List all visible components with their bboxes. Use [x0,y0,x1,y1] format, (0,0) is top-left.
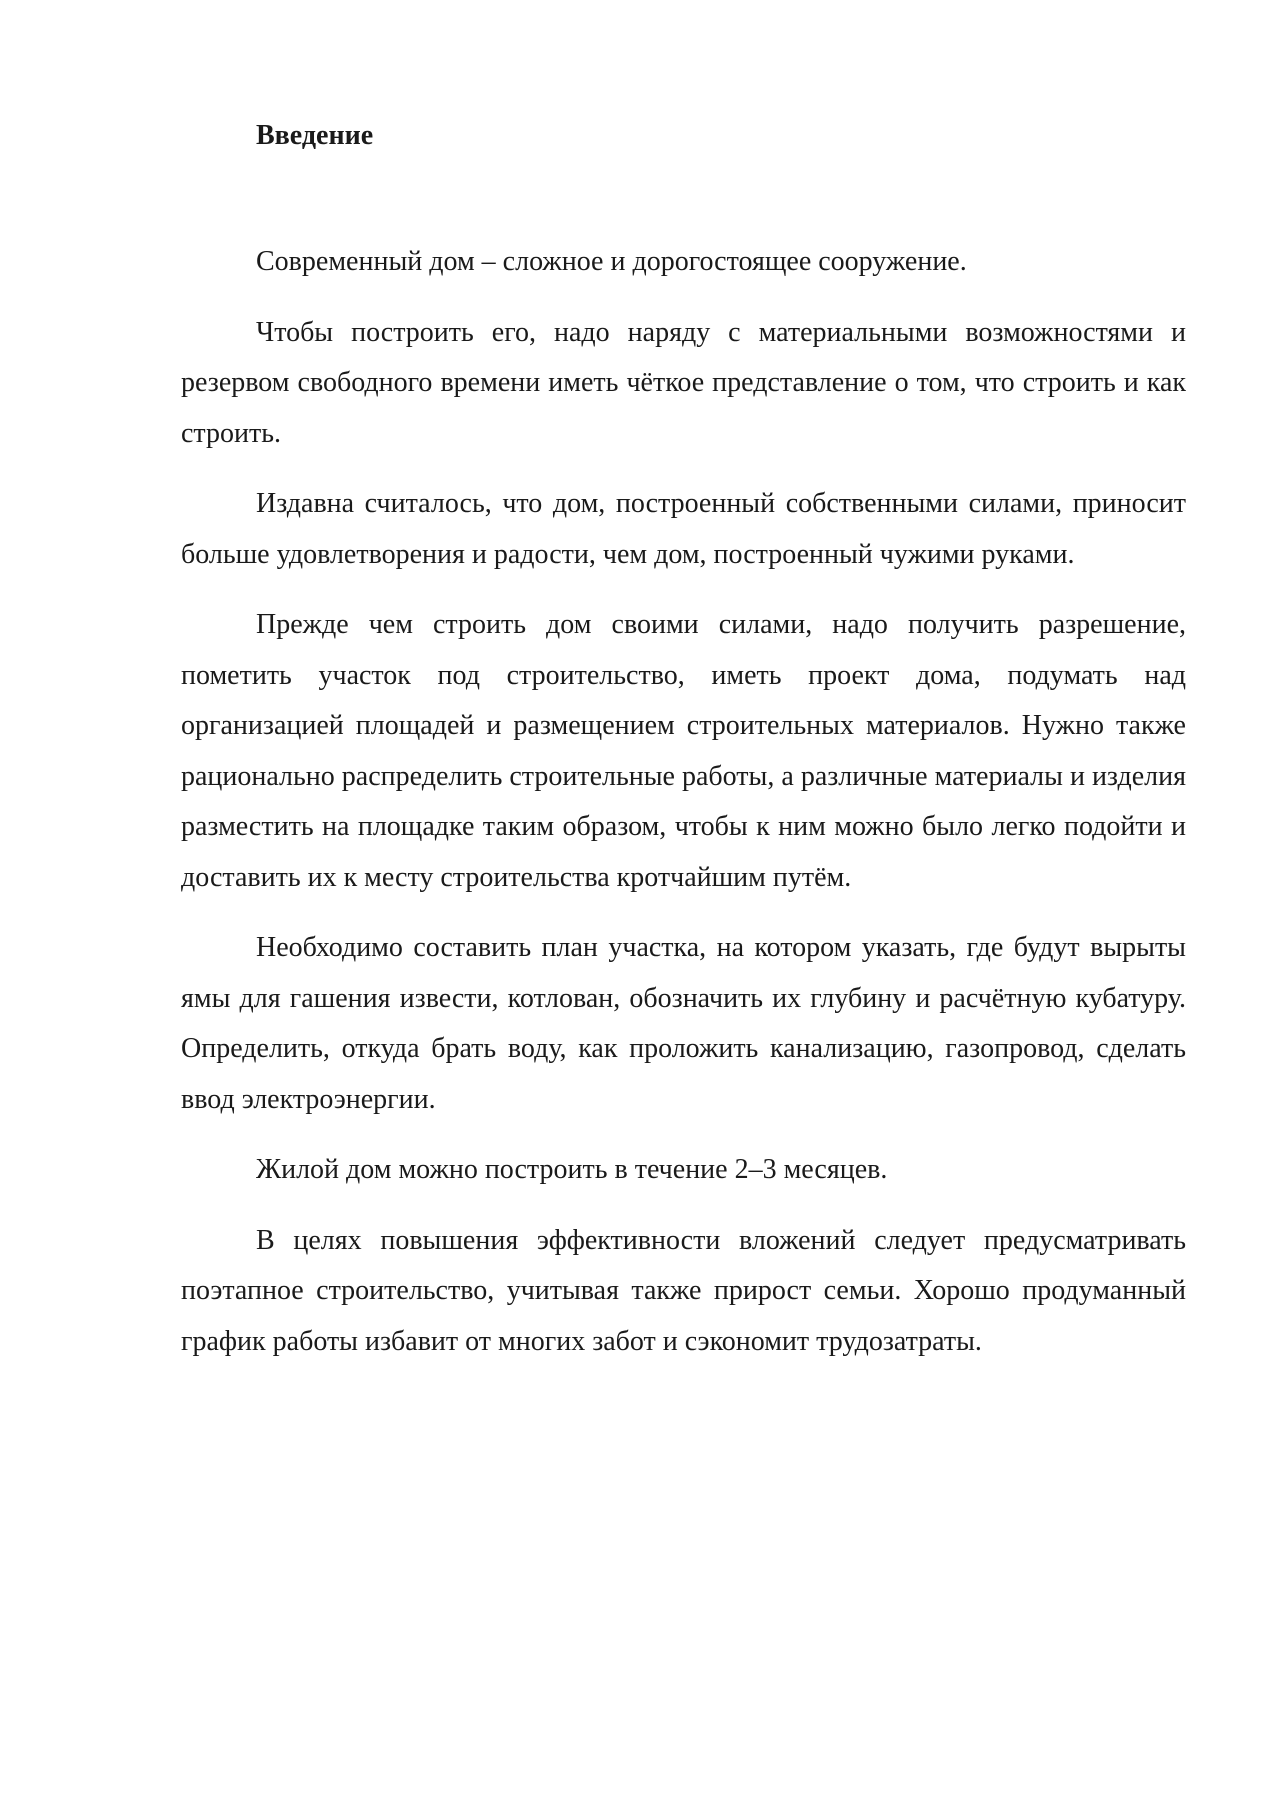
paragraph-7: В целях повышения эффективности вложений следует предусматривать поэтапное строительство, учитывая также прирост семьи. Хорошо продуманный график работы избавит от многих забот и сэкономит трудозатраты. [181,1224,1186,1357]
paragraph-3: Издавна считалось, что дом, построенный собственными силами, приносит больше удовлетворения и радости, чем дом, построенный чужими руками. [181,488,1186,570]
paragraph-2: Чтобы построить его, надо наряду с материальными возможностями и резервом свободного времени иметь чёткое представление о том, что строить и как строить. [181,316,1186,449]
document-body [181,116,1186,1387]
paragraph-4: Прежде чем строить дом своими силами, надо получить разрешение, пометить участок под строительство, иметь проект дома, подумать над организацией площадей и размещением строительных материалов. Нужно также рационально распределить строительные работы, а различные материалы и изделия разместить на площадке таким образом, чтобы к ним можно было легко подойти и доставить их к месту строительства кротчайшим путём. [181,609,1186,893]
document-heading: Введение [256,120,374,151]
paragraph-6: Жилой дом можно построить в течение 2–3 месяцев. [256,1154,888,1185]
paragraph-5: Необходимо составить план участка, на котором указать, где будут вырыты ямы для гашения извести, котлован, обозначить их глубину и расчётную кубатуру. Определить, откуда брать воду, как проложить канализацию, газопровод, сделать ввод электроэнергии. [181,932,1186,1115]
paragraph-1: Современный дом – сложное и дорогостоящее сооружение. [256,246,967,277]
